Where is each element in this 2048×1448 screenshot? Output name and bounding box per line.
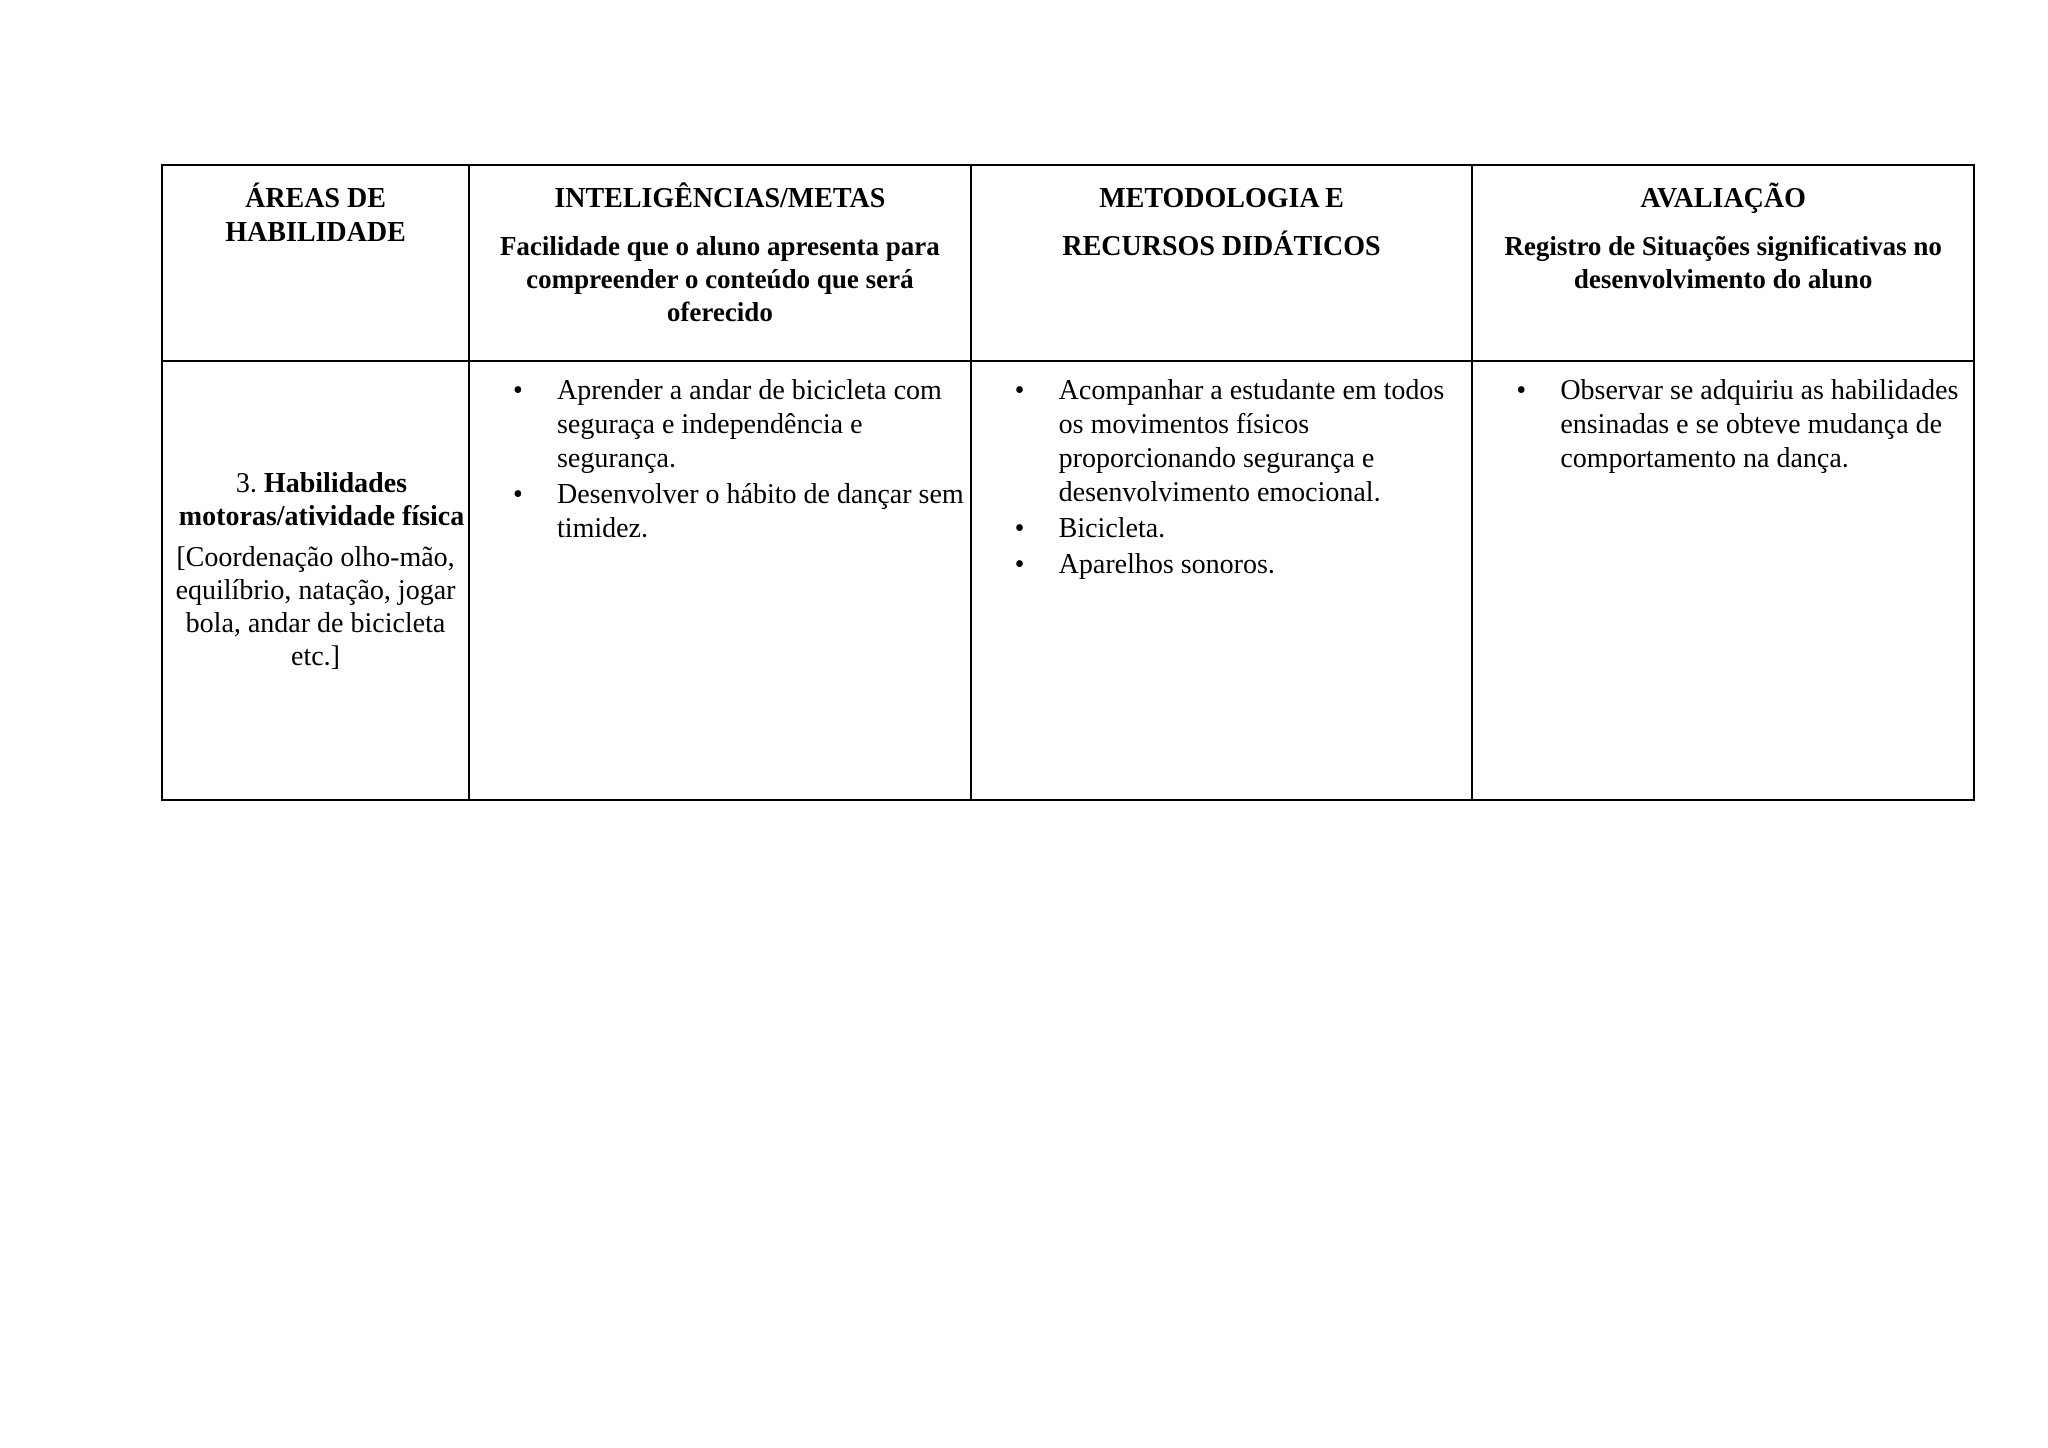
- area-description: [Coordenação olho-mão, equilíbrio, natação, jogar bola, andar de bicicleta etc.]: [175, 542, 456, 672]
- area-number: 3.: [235, 468, 257, 499]
- area-cell: [162, 361, 469, 800]
- avaliacao-cell: [1472, 361, 1974, 800]
- list-item: • Desenvolver o hábito de dançar sem timidez.: [513, 478, 964, 546]
- header-metodologia: [971, 165, 1473, 361]
- header-subtitle: Facilidade que o aluno apresenta para compreender o conteúdo que será oferecido: [499, 231, 940, 327]
- header-title: METODOLOGIA E: [1099, 183, 1344, 214]
- planning-table: [161, 164, 1975, 801]
- header-inteligencias-metas: [469, 165, 971, 361]
- header-title-line2: RECURSOS DIDÁTICOS: [1062, 231, 1381, 262]
- metas-cell: [469, 361, 971, 800]
- metas-list: [470, 362, 970, 546]
- header-title: AVALIAÇÃO: [1640, 183, 1806, 214]
- avaliacao-list: [1473, 362, 1973, 476]
- list-item: • Aparelhos sonoros.: [1015, 548, 1466, 582]
- table-header-row: [162, 165, 1974, 361]
- list-item: • Aprender a andar de bicicleta com seguraça e independência e segurança.: [513, 374, 964, 476]
- metodologia-cell: [971, 361, 1473, 800]
- list-item: • Bicicleta.: [1015, 512, 1466, 546]
- header-title: INTELIGÊNCIAS/METAS: [554, 183, 886, 214]
- area-title: [163, 467, 468, 533]
- header-avaliacao: [1472, 165, 1974, 361]
- area-name: Habilidades motoras/atividade física: [178, 468, 465, 532]
- header-areas-de-habilidade: [162, 165, 469, 361]
- list-item: • Acompanhar a estudante em todos os movimentos físicos proporcionando segurança e desenvolvimento emocional.: [1015, 374, 1466, 510]
- header-subtitle: Registro de Situações significativas no desenvolvimento do aluno: [1504, 231, 1942, 294]
- list-item: • Observar se adquiriu as habilidades ensinadas e se obteve mudança de comportamento na dança.: [1516, 374, 1967, 476]
- header-title: ÁREAS DE HABILIDADE: [225, 183, 406, 248]
- metodologia-list: [972, 362, 1472, 582]
- table-row: [162, 361, 1974, 800]
